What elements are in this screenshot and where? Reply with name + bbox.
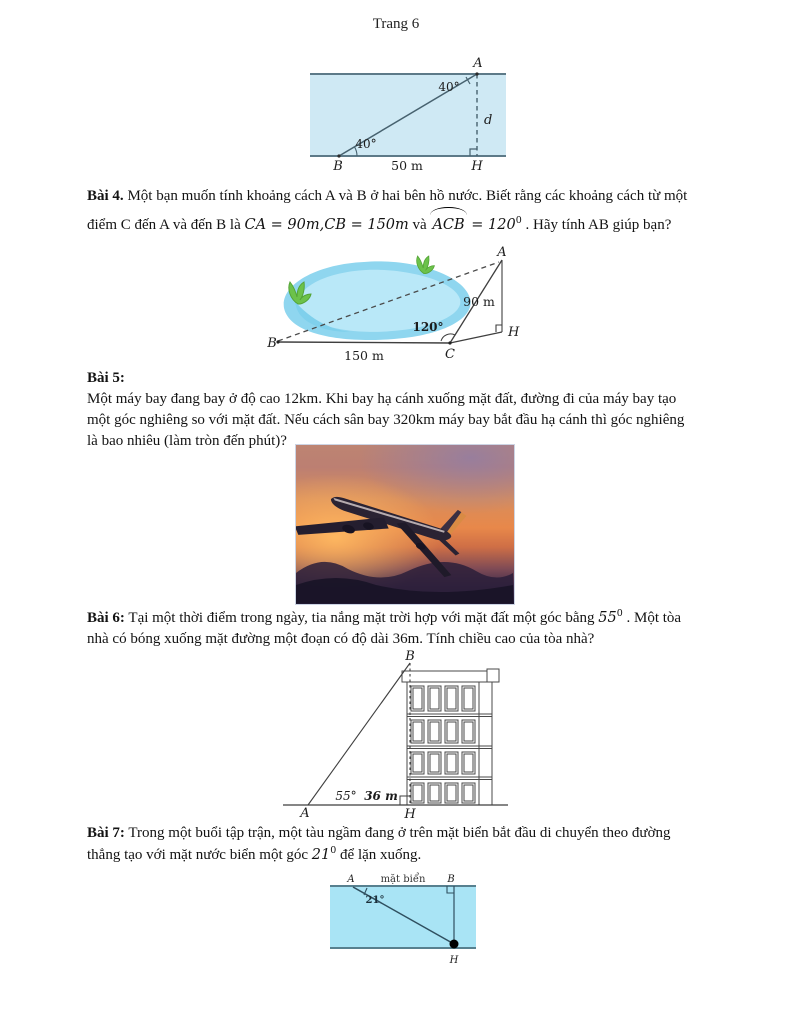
point-B-label: B: [267, 336, 277, 351]
exercise-5-line2: một góc nghiêng so với mặt đất. Nếu cách sân bay 320km máy bay bắt đầu hạ cánh thì góc nghiêng: [87, 412, 685, 428]
building-shadow-diagram: [283, 650, 508, 818]
exercise-5-line1: Một máy bay đang bay ở độ cao 12km. Khi bay hạ cánh xuống mặt đất, đường đi của máy bay tạo: [87, 391, 677, 407]
exercise-4-line1: Bài 4. Một bạn muốn tính khoảng cách A và B ở hai bên hồ nước. Biết rằng các khoảng cách từ một: [87, 188, 688, 204]
point-A-label: A: [497, 246, 507, 260]
exercise-5: [87, 368, 737, 452]
exercise-6-line2: nhà có bóng xuống mặt đường một đoạn có độ dài 36m. Tính chiều cao của tòa nhà?: [87, 631, 595, 647]
exercise-7-line2: thẳng tạo với mặt nước biển một góc $21^0$ để lặn xuống.: [87, 845, 422, 863]
math-CA-CB: CA = 90m,CB = 150m: [244, 217, 409, 233]
point-H-label: H: [508, 325, 520, 340]
angle-A-label: 21°: [365, 895, 385, 906]
angle-A-label: 55°: [335, 789, 357, 803]
point-C-label: C: [445, 347, 455, 362]
sea-surface-label: mặt biển: [380, 874, 426, 885]
point-A-label: A: [473, 56, 483, 71]
airplane-silhouette-icon: [296, 445, 513, 603]
exercise-6: [87, 608, 737, 650]
sun-ray-AB: [308, 663, 410, 805]
river-width-diagram: [297, 54, 509, 172]
angle-C-label: 120°: [412, 320, 444, 334]
depth-d-label: d: [484, 113, 493, 128]
point-H-label: H: [471, 159, 483, 172]
point-C-dot: [448, 341, 451, 344]
exercise-4-label: Bài 4.: [87, 188, 124, 204]
base-BC-measure: 150 m: [344, 348, 384, 363]
exercise-4: [87, 183, 737, 239]
point-B-dot: [337, 154, 340, 157]
point-B-label: B: [333, 159, 343, 172]
right-angle-mark-H: [496, 325, 502, 332]
page-number-header: Trang 6: [372, 16, 420, 32]
point-B-dot: [276, 340, 279, 343]
point-H-label: H: [449, 955, 459, 966]
airplane-sunset-photo: [295, 444, 515, 605]
lake-diagram: [266, 246, 524, 364]
shadow-measure-label: 36 m: [364, 789, 398, 803]
point-A-dot: [475, 72, 478, 75]
submarine-point-H: [450, 940, 459, 949]
math-angle-ACB: ACB: [430, 210, 466, 239]
exercise-6-line1: Bài 6: Tại một thời điểm trong ngày, tia nắng mặt trời hợp với mặt đất một góc bằng $55^0$ . Một tòa: [87, 608, 682, 626]
angle-A-label: 40°: [438, 80, 460, 94]
base-measure-label: 50 m: [391, 158, 423, 172]
math-21-degrees: 21: [311, 847, 331, 863]
line-CH: [450, 332, 502, 343]
exercise-7-line1: Bài 7: Trong một buổi tập trận, một tàu ngầm đang ở trên mặt biển bắt đầu di chuyển theo đường: [87, 825, 671, 841]
baseline-BC: [278, 342, 450, 343]
math-55-degrees: 55: [598, 610, 617, 626]
exercise-7-label: Bài 7:: [87, 825, 125, 841]
point-H-label: H: [404, 807, 416, 818]
exercise-6-label: Bài 6:: [87, 610, 125, 626]
exercise-5-line3: là bao nhiêu (làm tròn đến phút)?: [87, 433, 287, 449]
point-A-label: A: [347, 874, 355, 885]
point-B-label: B: [405, 650, 415, 664]
exercise-7: [87, 822, 737, 866]
point-A-label: A: [300, 806, 310, 818]
building: [402, 669, 499, 805]
submarine-dive-diagram: [327, 872, 479, 968]
angle-B-label: 40°: [355, 137, 377, 151]
side-CA-measure: 90 m: [463, 294, 495, 309]
exercise-5-heading: Bài 5:: [87, 370, 125, 386]
point-B-label: B: [447, 874, 455, 885]
exercise-4-line2: điểm C đến A và đến B là CA = 90m,CB = 150m và ACB = $120^0$ . Hãy tính AB giúp bạn?: [87, 210, 737, 239]
